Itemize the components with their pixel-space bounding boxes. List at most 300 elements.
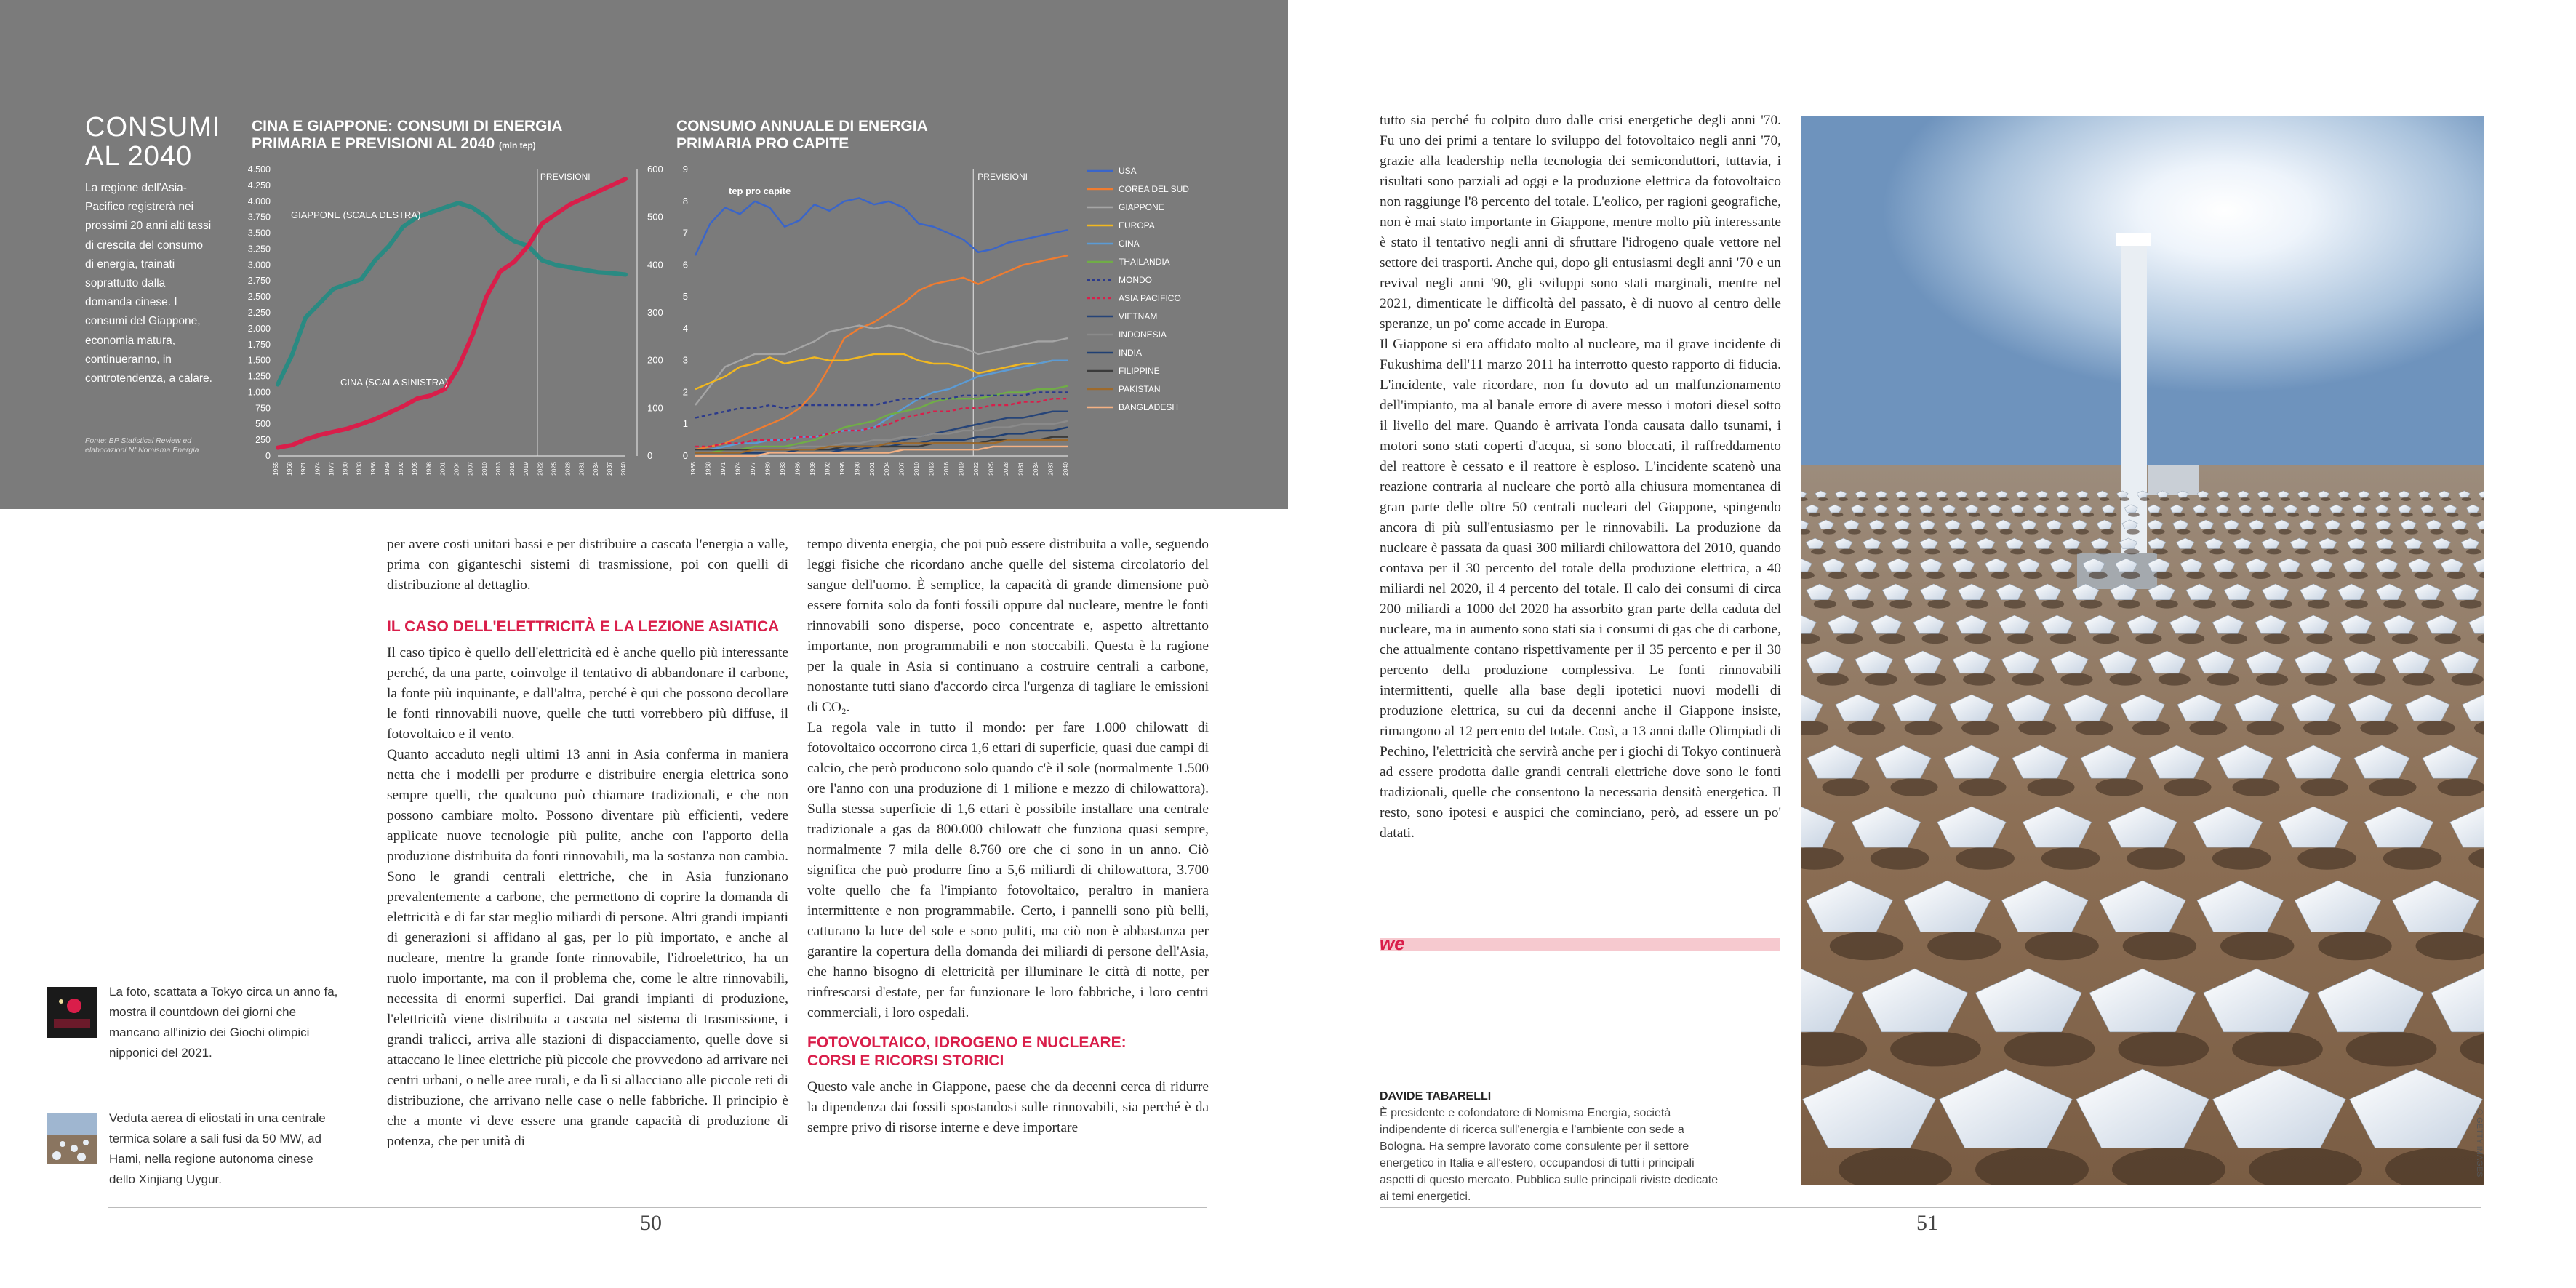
heliostat-shadow bbox=[2417, 721, 2455, 735]
heliostat-shadow bbox=[1921, 633, 1948, 644]
heliostat-shadow bbox=[2076, 529, 2089, 535]
chart1-right-tick-label: 100 bbox=[647, 402, 663, 414]
heliostat-shadow bbox=[2459, 600, 2481, 609]
chart1-left-tick-label: 3.750 bbox=[247, 212, 271, 223]
heliostats-thumbnail bbox=[47, 1113, 97, 1164]
heliostat-shadow bbox=[2422, 497, 2431, 501]
heliostat-shadow bbox=[1999, 497, 2009, 501]
heliostat-shadow bbox=[2212, 847, 2271, 870]
heliostat-shadow bbox=[2438, 548, 2453, 554]
chart2-x-tick-label: 1971 bbox=[719, 462, 727, 476]
chart1-x-tick-label: 1980 bbox=[341, 462, 349, 476]
chart1-x-tick-label: 2028 bbox=[564, 462, 572, 476]
chart1-x-tick-label: 1977 bbox=[327, 462, 335, 476]
heliostat-shadow bbox=[2263, 633, 2289, 644]
heliostat-shadow bbox=[1945, 513, 1957, 517]
heliostat-shadow bbox=[1898, 529, 1911, 535]
heliostat-shadow bbox=[2260, 497, 2270, 501]
chart2-series-line-4 bbox=[695, 354, 1068, 389]
heliostat-shadow bbox=[2117, 600, 2140, 609]
photo-caption-tokyo: La foto, scattata a Tokyo circa un anno fa, mostra il countdown dei giorni che mancano all'inizio dei Giochi olimpici nipponici del 2021. bbox=[109, 985, 338, 1060]
heliostat-shadow bbox=[2076, 721, 2113, 735]
chart1-left-tick-label: 1.000 bbox=[247, 387, 271, 398]
heliostat-shadow bbox=[2219, 572, 2238, 579]
heliostat-shadow bbox=[2050, 633, 2076, 644]
heliostat-shadow bbox=[2405, 529, 2418, 535]
heliostat-shadow bbox=[2447, 572, 2465, 579]
chart1-left-tick-label: 2.000 bbox=[247, 323, 271, 334]
section-heading bbox=[807, 1033, 1209, 1070]
right-page-column bbox=[1380, 111, 1781, 844]
photo-credit: © GETTY IMAGES bbox=[2475, 1109, 2484, 1177]
heliostat-shadow bbox=[2284, 572, 2303, 579]
chart1-x-tick-label: 2004 bbox=[452, 462, 460, 476]
heliostat-shadow bbox=[2181, 548, 2196, 554]
heliostat-shadow bbox=[2316, 572, 2335, 579]
page-number-right: 51 bbox=[1916, 1211, 1938, 1235]
chart2-y-tick-label: 6 bbox=[682, 259, 688, 271]
heliostat-shadow bbox=[2321, 497, 2330, 501]
chart1-x-tick-label: 2019 bbox=[522, 462, 530, 476]
chart2-x-tick-label: 2013 bbox=[927, 462, 935, 476]
chart2-legend-label: GIAPPONE bbox=[1119, 202, 1164, 212]
heliostat-shadow bbox=[2306, 633, 2332, 644]
chart2-series-line-2 bbox=[695, 255, 1068, 449]
heliostat-shadow bbox=[2196, 513, 2208, 517]
heliostat-shadow bbox=[1877, 513, 1889, 517]
chart1-left-tick-label: 3.500 bbox=[247, 228, 271, 239]
heliostat-shadow bbox=[2269, 600, 2292, 609]
heliostat-shadow bbox=[2424, 513, 2436, 517]
heliostat-shadow bbox=[2241, 497, 2250, 501]
heliostat-shadow bbox=[1865, 673, 1897, 686]
heliostat-shadow bbox=[2380, 529, 2393, 535]
heliostat-shadow bbox=[2100, 497, 2109, 501]
heliostat-shadow bbox=[2082, 513, 2094, 517]
paragraph: per avere costi unitari bassi e per distribuire a cascata l'energia a valle, prima con giganteschi sistemi di trasmissione, poi con quelli di distribuzione al dettaglio. bbox=[387, 537, 788, 593]
chart1-series-label: GIAPPONE (SCALA DESTRA) bbox=[291, 209, 421, 220]
chart1-title-text: CINA E GIAPPONE: CONSUMI DI ENERGIA PRIMARIA E PREVISIONI AL 2040 bbox=[252, 118, 562, 152]
heliostat-shadow bbox=[2349, 572, 2368, 579]
heliostat-shadow bbox=[2020, 497, 2029, 501]
heliostat-shadow bbox=[2079, 600, 2102, 609]
heliostat-shadow bbox=[1848, 529, 1861, 535]
chart2-y-tick-label: 8 bbox=[682, 195, 688, 207]
heliostat-shadow bbox=[2430, 529, 2443, 535]
chart2-y-tick-label: 9 bbox=[682, 164, 688, 175]
heliostat-shadow bbox=[2180, 497, 2190, 501]
heliostat-shadow bbox=[2256, 673, 2288, 686]
heliostat-shadow bbox=[1905, 721, 1943, 735]
heliostat-shadow bbox=[2287, 513, 2299, 517]
chart1-unit: (mln tep) bbox=[499, 140, 536, 151]
heliostat-shadow bbox=[1991, 572, 2010, 579]
heliostat-shadow bbox=[1975, 529, 1988, 535]
heliostat-shadow bbox=[1871, 847, 1929, 870]
heliostat-shadow bbox=[2253, 529, 2266, 535]
chart1-left-tick-label: 1.500 bbox=[247, 355, 271, 366]
heliostat-shadow bbox=[1873, 529, 1887, 535]
heliostat-shadow bbox=[1858, 497, 1868, 501]
heliostat-shadow bbox=[1899, 497, 1908, 501]
chart1-left-tick-label: 3.250 bbox=[247, 244, 271, 255]
chart1-right-tick-label: 0 bbox=[647, 450, 653, 461]
chart2-legend-label: MONDO bbox=[1119, 275, 1152, 285]
heliostat-shadow bbox=[2151, 513, 2162, 517]
heliostat-shadow bbox=[2221, 633, 2247, 644]
heliostat-shadow bbox=[2200, 497, 2209, 501]
chart2-legend-label: VIETNAM bbox=[1119, 311, 1158, 321]
heliostat-shadow bbox=[2247, 721, 2284, 735]
heliostat-shadow bbox=[2441, 497, 2451, 501]
heliostat-shadow bbox=[2447, 513, 2459, 517]
chart2-x-tick-label: 1974 bbox=[734, 462, 742, 476]
chart2-series-line-1 bbox=[695, 198, 1068, 255]
infographic-title bbox=[85, 113, 220, 171]
chart1-left-tick-label: 2.250 bbox=[247, 308, 271, 318]
heliostat-shadow bbox=[1959, 572, 1977, 579]
heliostat-shadow bbox=[2466, 548, 2481, 554]
chart2-x-tick-label: 2025 bbox=[987, 462, 995, 476]
heliostat-shadow bbox=[2121, 572, 2140, 579]
heliostat-shadow bbox=[1979, 497, 1988, 501]
heliostat-shadow bbox=[2014, 513, 2025, 517]
heliostat-shadow bbox=[1836, 633, 1863, 644]
chart1-left-tick-label: 3.000 bbox=[247, 260, 271, 271]
chart1-left-tick-label: 0 bbox=[265, 451, 271, 461]
heliostat-shadow bbox=[2067, 548, 2082, 554]
heliostat-shadow bbox=[2132, 721, 2170, 735]
heliostat-shadow bbox=[2369, 778, 2417, 796]
solar-field-illustration bbox=[1801, 116, 2484, 1185]
chart2-y-tick-label: 7 bbox=[682, 227, 688, 239]
heliostat-shadow bbox=[1925, 548, 1940, 554]
heliostat-shadow bbox=[1852, 600, 1874, 609]
heliostat-shadow bbox=[2004, 1031, 2095, 1066]
heliostat-shadow bbox=[1879, 633, 1905, 644]
heliostat-shadow bbox=[2050, 529, 2063, 535]
chart1-left-tick-label: 2.750 bbox=[247, 276, 271, 287]
chart1-x-tick-label: 2016 bbox=[508, 462, 516, 476]
heliostat-shadow bbox=[2096, 548, 2111, 554]
chart1-left-tick-label: 1.250 bbox=[247, 371, 271, 382]
heliostat-shadow bbox=[2345, 600, 2368, 609]
author-box bbox=[1380, 1088, 1729, 1205]
chart1-x-tick-label: 2037 bbox=[605, 462, 613, 476]
heliostat-shadow bbox=[1811, 548, 1826, 554]
heliostat-shadow bbox=[1963, 673, 1995, 686]
heliostat-shadow bbox=[2207, 673, 2239, 686]
paragraph: Il Giappone si era affidato molto al nucleare, ma il grave incidente di Fukushima dell'11 marzo 2011 ha interrotto questo rapporto di fiducia. L'incidente, vale ricordare, non fu dovuto ad un malfunzionamento dell'impianto, ma al banale errore di avere messo i motori diesel sotto il livello del mare. Quando è arrivata l'onda causata dallo tsunami, i motori sono stati coperti d'acqua, si sono bloccati, il raffreddamento del reattore è cessato e il reattore è esploso. L'incidente scatenò una reazione contraria al nucleare che portò alla chiusura momentanea di gran parte delle oltre 50 centrali nucleari del Giappone, spingendo ancora di più sull'entusiasmo per le rinnovabili. La produzione da nucleare è passata da quasi 300 miliardi chilowattora del 2010, quando contava per il 30 percento del totale della produzione elettrica, a 40 miliardi nel 2020, il 4 percento del totale. Il calo dei consumi di circa 200 miliardi a 1000 del 2020 ha assorbito gran parte della caduta del nucleare, ma in aumento sono stati sia i consumi di gas che di carbone, che attualmente contano rispettivamente per il 35 percento e per il 30 percento della produzione complessiva. Le fonti rinnovabili intermittenti, quelle alla base degli ipotetici nuovi modelli di produzione elettrica, su cui da decenni anche il Giappone insiste, rimangono al 12 percento del totale. Così, a 13 anni dalle Olimpiadi di Pechino, l'elettricità che servirà anche per i giochi di Tokyo continuerà ad essere prodotta dalle grandi centrali elettriche dove sono le fonti tradizionali, quelle che consentono la necessaria densità energetica. Il resto, sono ipotesi e auspici che cominciano, però, ad essere un po' datati. bbox=[1380, 337, 1781, 841]
chart2-x-tick-label: 2028 bbox=[1002, 462, 1010, 476]
heliostat-shadow bbox=[2303, 529, 2316, 535]
chart1-right-tick-label: 500 bbox=[647, 211, 663, 223]
chart1-x-tick-label: 2031 bbox=[577, 462, 585, 476]
heliostat-shadow bbox=[2409, 548, 2424, 554]
left-page-column-1 bbox=[387, 535, 788, 1152]
heliostat-shadow bbox=[2414, 572, 2433, 579]
heliostat-shadow bbox=[2193, 600, 2216, 609]
chart1-left-tick-label: 1.750 bbox=[247, 339, 271, 350]
infographic-title-line1: CONSUMI bbox=[85, 112, 221, 143]
chart1-right-tick-label: 200 bbox=[647, 354, 663, 366]
chart2-legend-label: CINA bbox=[1119, 239, 1140, 249]
chart1-title bbox=[252, 118, 630, 154]
chart1-x-tick-label: 2022 bbox=[536, 462, 544, 476]
heliostat-shadow bbox=[2333, 513, 2345, 517]
chart2-x-tick-label: 1986 bbox=[793, 462, 801, 476]
heliostat-shadow bbox=[2012, 673, 2044, 686]
chart2-x-tick-label: 2040 bbox=[1062, 462, 1069, 476]
heliostat-shadow bbox=[2007, 633, 2033, 644]
chart2-x-tick-label: 1983 bbox=[778, 462, 786, 476]
heliostat-shadow bbox=[2308, 600, 2330, 609]
chart1-right-tick-label: 400 bbox=[647, 259, 663, 271]
heliostat-shadow bbox=[2220, 932, 2294, 960]
heliostat-shadow bbox=[2238, 548, 2253, 554]
heliostat-shadow bbox=[2341, 497, 2351, 501]
heliostat-shadow bbox=[2252, 572, 2271, 579]
heliostat-shadow bbox=[2402, 673, 2434, 686]
chart1-right-tick-label: 300 bbox=[647, 307, 663, 318]
chart2-x-tick-label: 2037 bbox=[1047, 462, 1055, 476]
heliostat-shadow bbox=[1896, 548, 1911, 554]
chart1-series-label: CINA (SCALA SINISTRA) bbox=[340, 377, 449, 388]
heliostat-shadow bbox=[2092, 633, 2119, 644]
chart1-left-tick-label: 250 bbox=[255, 435, 271, 446]
heliostat-shadow bbox=[2242, 513, 2254, 517]
heliostat-shadow bbox=[2346, 1031, 2437, 1066]
heliostat-shadow bbox=[2153, 548, 2168, 554]
chart2-legend-label: ASIA PACIFICO bbox=[1119, 293, 1181, 303]
heliostat-shadow bbox=[2124, 548, 2140, 554]
heliostat-shadow bbox=[1817, 673, 1849, 686]
heliostat-shadow bbox=[2349, 633, 2375, 644]
heliostat-shadow bbox=[1953, 548, 1969, 554]
chart2-x-tick-label: 2019 bbox=[957, 462, 965, 476]
chart1-left-tick-label: 4.500 bbox=[247, 164, 271, 175]
heliostat-shadow bbox=[2039, 497, 2049, 501]
heliostat-shadow bbox=[1879, 497, 1888, 501]
heliostat-shadow bbox=[2462, 497, 2471, 501]
chart1-x-tick-label: 2013 bbox=[494, 462, 502, 476]
heliostat-shadow bbox=[2025, 932, 2098, 960]
heliostat-shadow bbox=[1924, 529, 1937, 535]
chart1-x-tick-label: 2040 bbox=[620, 462, 627, 476]
chart2-legend-label: EUROPA bbox=[1119, 220, 1155, 231]
heliostat-shadow bbox=[2421, 600, 2444, 609]
chart2-x-tick-label: 2004 bbox=[883, 462, 891, 476]
chart1-x-tick-label: 1986 bbox=[369, 462, 377, 476]
chart1-forecast-label: PREVISIONI bbox=[540, 172, 591, 182]
heliostat-shadow bbox=[1809, 513, 1820, 517]
heliostat-shadow bbox=[2128, 513, 2140, 517]
heliostat-shadow bbox=[2177, 529, 2190, 535]
section-heading: IL CASO DELL'ELETTRICITÀ E LA LEZIONE ASIATICA bbox=[387, 618, 780, 635]
left-page-column-2 bbox=[807, 535, 1209, 1138]
heliostat-shadow bbox=[1828, 572, 1847, 579]
paragraph: Il caso tipico è quello dell'elettricità ed è anche quello più interessante perché, da una parte, coinvolge il tentativo di abbandonare il carbone, la fonte più inquinante, e dall'altra, perché è qui che possono decollare le fonti rinnovabili nuove, quelle che tutti vorrebbero più diffuse, il fotovoltaico e il vento. bbox=[387, 645, 788, 742]
chart2-x-tick-label: 1965 bbox=[689, 462, 697, 476]
heliostat-shadow bbox=[1893, 572, 1912, 579]
heliostat-shadow bbox=[2160, 497, 2169, 501]
paragraph: La regola vale in tutto il mondo: per fare 1.000 chilowatt di fotovoltaico occorrono circa 1,6 ettari di superficie, quasi due campi di calcio, che però producono solo quando c'è il sole (normalmente 1.500 ore l'anno con una produzione di 1 milione e mezzo di chilowattora). Sulla stessa superficie di 1,6 ettari è possibile installare una centrale tradizionale a gas da 800.000 chilowatt che funziona quasi sempre, normalmente 7 mila delle 8.760 ore che ci sono in un anno. Ciò significa che può produrre fino a 5,6 miliardi di chilowattora, 3.700 volte quello che fa l'impianto fotovoltaico, peraltro in maniera intermittente e non programmabile. Certo, i pannelli sono più belli, catturano la luce del sole e sono puliti, ma ciò non è abbastanza per garantire la copertura della domanda dei miliardi di persone dell'Asia, che hanno bisogno di elettricità per illuminare le città di notte, per rinfrescarsi d'estate, per far funzionare le loro fabbriche, i loro centri commerciali, i loro ospedali. bbox=[807, 720, 1209, 1020]
heliostat-shadow bbox=[2135, 633, 2161, 644]
heliostat-shadow bbox=[1969, 513, 1980, 517]
heliostat-shadow bbox=[1847, 721, 1885, 735]
heliostat-shadow bbox=[2265, 513, 2276, 517]
heliostat-shadow bbox=[2318, 932, 2391, 960]
chart2-y-tick-label: 1 bbox=[682, 418, 688, 430]
heliostat-shadow bbox=[2392, 633, 2418, 644]
chart2-legend-label: PAKISTAN bbox=[1119, 384, 1161, 394]
chart1-x-tick-label: 1998 bbox=[425, 462, 433, 476]
heliostat-shadow bbox=[2360, 721, 2398, 735]
heliostat-shadow bbox=[2301, 778, 2348, 796]
heliostat-shadow bbox=[2120, 497, 2129, 501]
infographic-source: Fonte: BP Statistical Review ed elaborazioni Nf Nomisma Energia bbox=[85, 436, 199, 455]
chart2-y-tick-label: 0 bbox=[682, 450, 688, 461]
heliostat-shadow bbox=[2060, 513, 2071, 517]
heliostat-shadow bbox=[2279, 529, 2292, 535]
heliostat-shadow bbox=[2401, 497, 2411, 501]
heliostat-shadow bbox=[1939, 497, 1948, 501]
heliostat-shadow bbox=[2123, 932, 2196, 960]
heliostat-shadow bbox=[2470, 513, 2481, 517]
heliostat-shadow bbox=[2381, 497, 2391, 501]
paragraph: tempo diventa energia, che poi può essere distribuita a valle, seguendo leggi fisiche che ricordano anche quelle del sistema circolatorio del sangue dell'uomo. È semplice, la capacità di grande dimensione può essere fornita solo da fonti fossili oppure dal nucleare, mentre le fonti rinnovabili sono disperse, poco concentrate e, aspetto altrettanto importante, non programmabili e non stoccabili. Questa è la ragione per la quale in Asia si continuano a costruire centrali a carbone, nonostante tutti siano d'accordo circa l'urgenza di tagliare le emissioni di CO₂. bbox=[807, 537, 1209, 715]
heliostat-shadow bbox=[1964, 633, 1991, 644]
heliostat-shadow bbox=[2352, 548, 2367, 554]
heliostat-shadow bbox=[2153, 572, 2172, 579]
chart2-y-tick-label: 5 bbox=[682, 291, 688, 303]
chart2-x-tick-label: 1989 bbox=[808, 462, 816, 476]
heliostat-shadow bbox=[2127, 529, 2140, 535]
heliostat-shadow bbox=[2297, 847, 2356, 870]
infographic-title-line2: AL 2040 bbox=[85, 141, 193, 172]
heliostat-shadow bbox=[2110, 673, 2142, 686]
author-bio: È presidente e cofondatore di Nomisma Energia, società indipendente di ricerca sull'energia e l'ambiente con sede a Bologna. Ha sempre lavorato come consulente per il settore energetico in Italia e all'estero, occupandosi di tutti i principali aspetti di questo mercato. Pubblica sulle principali riviste dedicate ai temi energetici. bbox=[1380, 1107, 1719, 1203]
heliostat-shadow bbox=[2037, 513, 2049, 517]
heliostat-shadow bbox=[1927, 600, 1950, 609]
chart2-x-tick-label: 2010 bbox=[913, 462, 921, 476]
heliostat-shadow bbox=[1900, 513, 1912, 517]
heliostat-shadow bbox=[1961, 721, 1999, 735]
heliostat-shadow bbox=[2380, 548, 2396, 554]
heliostat-shadow bbox=[2220, 497, 2230, 501]
chart2-forecast-label: PREVISIONI bbox=[977, 172, 1028, 182]
heliostat-shadow bbox=[2228, 529, 2241, 535]
heliostat-shadow bbox=[2219, 513, 2231, 517]
heliostat-shadow bbox=[2329, 529, 2342, 535]
chart1-series-line-1 bbox=[278, 203, 625, 385]
chart1-x-tick-label: 1995 bbox=[411, 462, 419, 476]
heliostat-shadow bbox=[2324, 548, 2339, 554]
heliostat-shadow bbox=[2080, 497, 2089, 501]
chart1-left-tick-label: 750 bbox=[255, 403, 271, 414]
heliostat-shadow bbox=[1956, 847, 2015, 870]
photo-caption-heliostats: Veduta aerea di eliostati in una centrale termica solare a sali fusi da 50 MW, ad Hami, nella regione autonoma cinese dello Xinjiang Uygur. bbox=[109, 1111, 326, 1186]
chart1-x-tick-label: 2007 bbox=[466, 462, 474, 476]
end-mark-bar bbox=[1380, 938, 1780, 951]
heliostat-shadow bbox=[2303, 721, 2341, 735]
heliostat-shadow bbox=[2178, 633, 2204, 644]
heliostat-shadow bbox=[2452, 673, 2484, 686]
chart1-x-tick-label: 2025 bbox=[550, 462, 558, 476]
heliostat-shadow bbox=[2311, 513, 2322, 517]
heliostat-shadow bbox=[1927, 932, 2001, 960]
heliostat-shadow bbox=[2089, 572, 2108, 579]
heliostat-shadow bbox=[1855, 513, 1866, 517]
heliostat-shadow bbox=[1861, 572, 1880, 579]
chart1-x-tick-label: 2001 bbox=[439, 462, 447, 476]
chart2-unit-label: tep pro capite bbox=[729, 185, 791, 196]
chart2-y-tick-label: 4 bbox=[682, 322, 688, 334]
heliostat-shadow bbox=[2041, 600, 2064, 609]
paragraph: tutto sia perché fu colpito duro dalle crisi energetiche degli anni '70. Fu uno dei primi a tentare lo sviluppo del fotovoltaico negli anni '70, grazie alla leadership nella tecnologia dei semiconduttori, tuttavia, i risultati sono parziali ad oggi e la produzione elettrica da fotovoltaico non raggiunge l'8 percento del totale. L'eolico, per ragioni geografiche, non è mai stato importante in Giappone, mentre molto più interessante è stato il tentativo negli anni di sfruttare l'idrogeno quale vettore nel settore dei trasporti. Anche qui, dopo gli entusiasmi degli anni '70 e un revival negli anni '90, gli sviluppi sono stati marginali, mentre nel 2021, dimenticate le difficoltà del passato, è di nuovo al centro delle speranze, un po' come accade in Europa. bbox=[1380, 113, 1781, 332]
heliostat-shadow bbox=[2382, 572, 2401, 579]
heliostat-shadow bbox=[1914, 673, 1946, 686]
heliostat-shadow bbox=[1814, 600, 1836, 609]
heliostat-shadow bbox=[2118, 1031, 2209, 1066]
heliostat-shadow bbox=[2174, 513, 2185, 517]
chart2-legend-label: INDIA bbox=[1119, 348, 1143, 358]
heliostat-shadow bbox=[1959, 497, 1969, 501]
heliostat-shadow bbox=[2060, 673, 2092, 686]
heliostat-shadow bbox=[2186, 572, 2205, 579]
chart1-right-tick-label: 600 bbox=[647, 164, 663, 175]
section-heading-line1: FOTOVOLTAICO, IDROGENO E NUCLEARE: bbox=[807, 1034, 1127, 1051]
heliostat-shadow bbox=[2455, 529, 2468, 535]
chart1-x-tick-label: 1983 bbox=[355, 462, 363, 476]
chart2-x-tick-label: 2007 bbox=[897, 462, 905, 476]
heliostat-shadow bbox=[2438, 778, 2485, 796]
chart1-x-tick-label: 1971 bbox=[300, 462, 308, 476]
heliostat-shadow bbox=[2301, 497, 2311, 501]
heliostat-shadow bbox=[2127, 847, 2185, 870]
heliostat-shadow bbox=[2383, 600, 2406, 609]
heliostat-shadow bbox=[1966, 600, 1988, 609]
we-logo: we bbox=[1380, 932, 1405, 954]
heliostat-shadow bbox=[2101, 529, 2114, 535]
heliostat-shadow bbox=[2152, 529, 2165, 535]
heliostat-shadow bbox=[2018, 721, 2056, 735]
chart1-x-tick-label: 2010 bbox=[480, 462, 488, 476]
heliostat-shadow bbox=[1868, 548, 1883, 554]
chart2-legend-label: INDONESIA bbox=[1119, 329, 1167, 340]
footer-rule-right bbox=[1380, 1207, 2481, 1208]
heliostat-shadow bbox=[2105, 513, 2117, 517]
heliostat-shadow bbox=[2156, 600, 2178, 609]
heliostat-shadow bbox=[1889, 600, 1912, 609]
heliostat-shadow bbox=[1959, 778, 2007, 796]
chart1-x-tick-label: 1968 bbox=[286, 462, 294, 476]
heliostat-shadow bbox=[2060, 497, 2069, 501]
chart1-left-tick-label: 500 bbox=[255, 419, 271, 430]
heliostat-shadow bbox=[1891, 778, 1938, 796]
heliostat-shadow bbox=[1832, 513, 1844, 517]
page-number-left: 50 bbox=[640, 1211, 662, 1235]
heliostat-shadow bbox=[2159, 673, 2191, 686]
infographic-sidebar-text: La regione dell'Asia-Pacifico registrerà nei prossimi 20 anni alti tassi di crescita del consumo di energia, trainati soprattutto dalla domanda cinese. I consumi del Giappone, economia matura, continueranno, in controtendenza, a calare. bbox=[85, 182, 212, 385]
heliostat-shadow bbox=[2041, 847, 2100, 870]
heliostat-shadow bbox=[2354, 529, 2367, 535]
heliostat-shadow bbox=[2209, 548, 2225, 554]
heliostat-shadow bbox=[2383, 847, 2442, 870]
heliostat-shadow bbox=[2039, 548, 2054, 554]
heliostat-shadow bbox=[1823, 778, 1870, 796]
heliostat-shadow bbox=[1919, 497, 1928, 501]
